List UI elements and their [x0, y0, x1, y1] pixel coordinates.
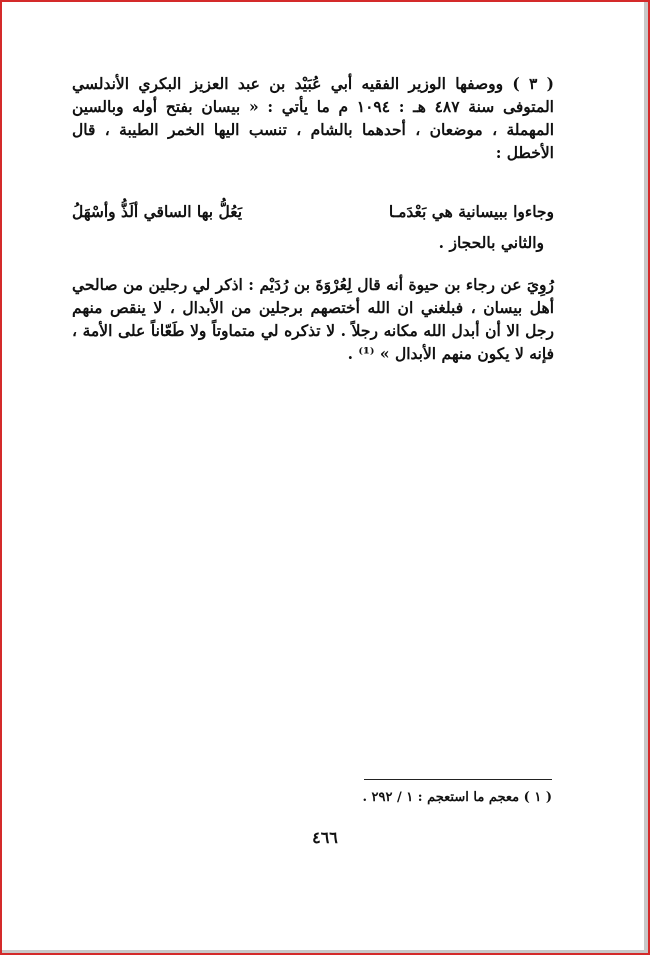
- frame-shadow-right: [644, 2, 648, 953]
- paragraph-bakri-description: ( ٣ ) ووصفها الوزير الفقيه أبي عُبَيْد بن عبد العزيز البكري الأندلسي المتوفى سنة ٤٨٧ هـ : ١٠٩٤ م ما يأتي : « بيسان بفتح أوله وبالسين المهملة ، موضعان ، أحدهما بالشام ، تنسب اليها الخمر الطيبة ، قال الأخطل :: [72, 74, 554, 162]
- poem-verse: [72, 200, 554, 254]
- frame-shadow-bottom: [2, 950, 648, 953]
- verse-continuation: والثاني بالحجاز .: [438, 233, 544, 252]
- paragraph-raja-narration: رُوِيَ عن رجاء بن حيوة أنه قال لِعُرْوَةَ بن رُدَيْم : اذكر لي رجلين من صالحي أهل بيسان ، فبلغني ان الله أختصهم برجلين من الأبدال ، لا ينقص منهم رجل الا أن أبدل الله مكانه رجلاً . لا تذكره لي متماوتاً ولا طَعّاناً على الأمة ، فإنه لا يكون منهم الأبدال » ⁽¹⁾ .: [72, 275, 554, 363]
- verse-line: [72, 200, 554, 223]
- page-number: ٤٦٦: [312, 828, 338, 847]
- verse-hemistich-second: يَعُلُّ بها الساقي ألَذُّ وأسْهَلُ: [72, 202, 243, 221]
- footnote-separator: [364, 779, 552, 780]
- verse-hemistich-first: وجاءوا ببيسانية هي بَعْدَمـا: [388, 202, 554, 221]
- footnote: ( ١ ) معجم ما استعجم : ١ / ٢٩٢ .: [362, 790, 552, 805]
